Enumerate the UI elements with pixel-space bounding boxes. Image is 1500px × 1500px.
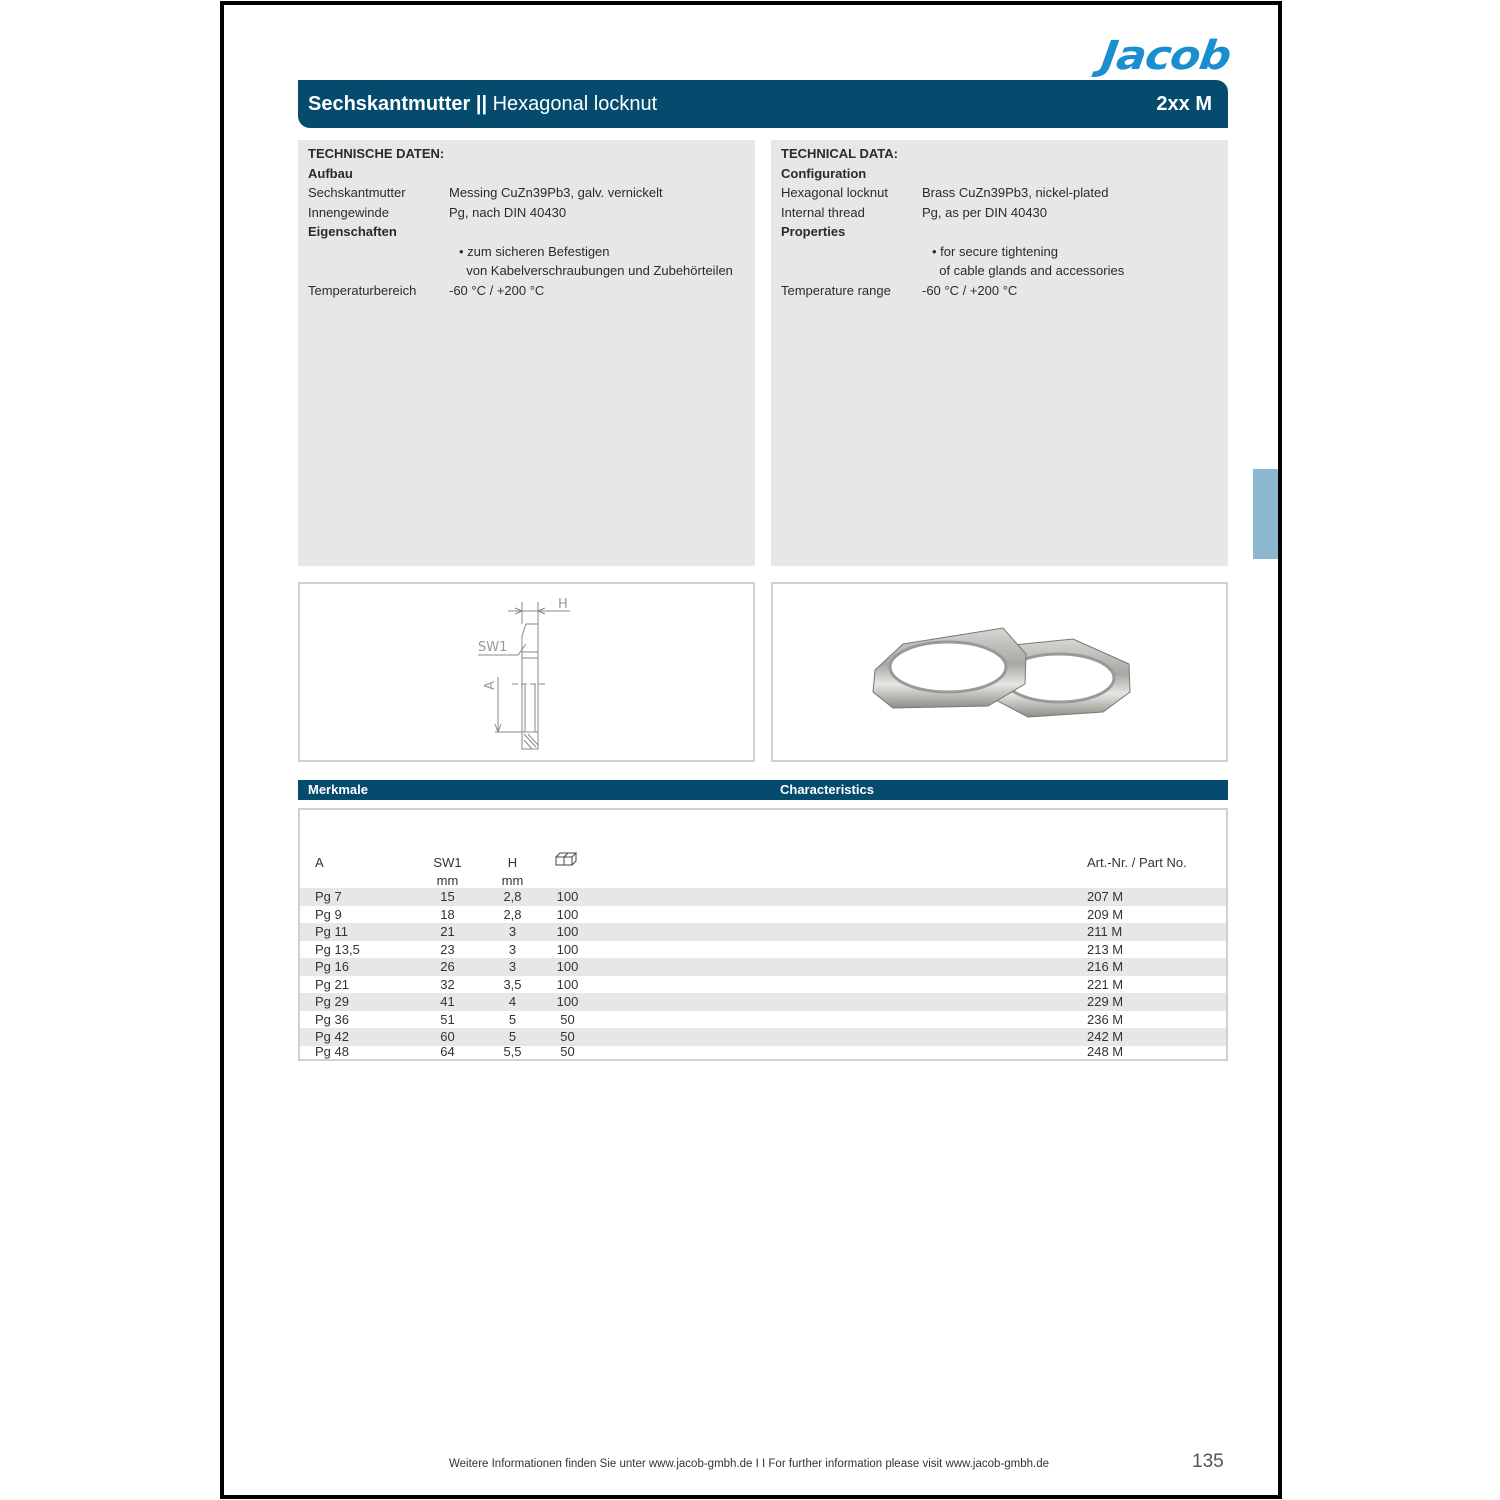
- cell-h: 3: [508, 924, 517, 939]
- cell-part-no: 216 M: [1087, 959, 1124, 974]
- cell-sw1: 41: [440, 994, 455, 1009]
- spec-row: [781, 183, 1218, 203]
- cell-part-no: 248 M: [1087, 1044, 1124, 1059]
- cell-a: Pg 21: [315, 976, 349, 992]
- spec-value: Messing CuZn39Pb3, galv. vernickelt: [449, 185, 663, 200]
- cell-part-no: 229 M: [1087, 994, 1124, 1009]
- cell-h: 2,8: [503, 889, 522, 904]
- cell-qty: 50: [560, 1011, 575, 1027]
- spec-row: [308, 183, 745, 203]
- section-properties: Properties: [781, 224, 846, 239]
- cell-sw1: 32: [440, 976, 455, 992]
- characteristics-label-en: Characteristics: [780, 782, 874, 797]
- locknut-photo: [773, 584, 1226, 760]
- cell-qty: 100: [556, 906, 579, 922]
- dim-label-sw1: SW1: [478, 640, 508, 655]
- table-row: [300, 923, 1226, 941]
- cell-a: Pg 36: [315, 1011, 349, 1027]
- spec-row: [781, 203, 1218, 223]
- dim-label-h: H: [558, 597, 568, 612]
- package-quantity-icon: [545, 852, 590, 869]
- title-separator: ||: [475, 92, 488, 115]
- table-row: [300, 976, 1226, 994]
- table-row: [300, 941, 1226, 959]
- title-en: Hexagonal locknut: [492, 92, 658, 115]
- product-photo-box: [771, 582, 1228, 762]
- cell-h: 5: [508, 1029, 517, 1044]
- unit-sw1: mm: [436, 873, 459, 888]
- page-number: 135: [1192, 1451, 1224, 1472]
- cell-qty: 100: [556, 994, 579, 1009]
- spec-key: Sechskantmutter: [308, 185, 406, 200]
- table-row: [300, 888, 1226, 906]
- cell-qty: 100: [556, 924, 579, 939]
- footer-info: Weitere Informationen finden Sie unter www.jacob-gmbh.de I I For further information please visit www.jacob-gmbh.de: [449, 1458, 1049, 1470]
- cell-h: 5,5: [503, 1044, 522, 1059]
- col-header-part-no: Art.-Nr. / Part No.: [1087, 855, 1187, 870]
- spec-row-temperature: [308, 281, 745, 301]
- cell-qty: 100: [556, 976, 579, 992]
- col-header-a: A: [315, 855, 324, 870]
- cell-sw1: 21: [440, 924, 455, 939]
- spec-key: Innengewinde: [308, 204, 389, 220]
- cell-sw1: 64: [440, 1044, 455, 1059]
- cell-qty: 100: [556, 941, 579, 957]
- cell-sw1: 18: [440, 906, 455, 922]
- col-header-h: H: [507, 855, 518, 870]
- title-de: Sechskantmutter: [308, 92, 471, 115]
- cell-sw1: 15: [440, 889, 455, 904]
- tech-data-panel-en: [771, 140, 1228, 566]
- cell-h: 4: [508, 994, 517, 1009]
- parts-table: [298, 808, 1228, 1061]
- cell-sw1: 26: [440, 959, 455, 974]
- spec-value: Brass CuZn39Pb3, nickel-plated: [922, 185, 1109, 200]
- cell-h: 2,8: [503, 906, 522, 922]
- cell-part-no: 236 M: [1087, 1011, 1124, 1027]
- property-bullet: • for secure tightening: [932, 243, 1058, 259]
- cell-part-no: 221 M: [1087, 976, 1124, 992]
- unit-h: mm: [501, 873, 524, 888]
- spec-key: Temperaturbereich: [308, 282, 417, 298]
- property-bullet: • zum sicheren Befestigen: [459, 243, 610, 259]
- cell-a: Pg 29: [315, 994, 349, 1009]
- cell-part-no: 211 M: [1087, 924, 1123, 939]
- technical-drawing-box: [298, 582, 755, 762]
- cell-part-no: 213 M: [1087, 941, 1124, 957]
- table-row: [300, 958, 1226, 976]
- cell-h: 3,5: [503, 976, 522, 992]
- spec-row: [308, 203, 745, 223]
- spec-key: Hexagonal locknut: [781, 185, 888, 200]
- cell-a: Pg 9: [315, 906, 342, 922]
- property-bullet-cont: of cable glands and accessories: [932, 263, 1125, 278]
- tech-heading-en: TECHNICAL DATA:: [781, 146, 898, 161]
- cell-a: Pg 42: [315, 1029, 349, 1044]
- table-row: [300, 1044, 1226, 1060]
- section-eigenschaften: Eigenschaften: [308, 224, 397, 239]
- product-code: 2xx M: [1156, 92, 1212, 115]
- cell-a: Pg 11: [315, 924, 349, 939]
- cell-sw1: 23: [440, 941, 455, 957]
- spec-key: Internal thread: [781, 204, 865, 220]
- cell-a: Pg 7: [315, 889, 342, 904]
- characteristics-bar: [298, 780, 1228, 800]
- characteristics-label-de: Merkmale: [308, 782, 368, 797]
- spec-value: -60 °C / +200 °C: [449, 282, 545, 298]
- cell-a: Pg 13,5: [315, 941, 360, 957]
- cell-a: Pg 48: [315, 1044, 349, 1059]
- section-aufbau: Aufbau: [308, 165, 353, 181]
- spec-key: Temperature range: [781, 282, 891, 298]
- cell-sw1: 51: [440, 1011, 455, 1027]
- spec-value: Pg, nach DIN 40430: [449, 204, 567, 220]
- title-bar: [298, 80, 1228, 128]
- table-row: [300, 993, 1226, 1011]
- dim-label-a: A: [483, 681, 498, 690]
- spec-value: -60 °C / +200 °C: [922, 282, 1018, 298]
- page-title: [308, 93, 657, 116]
- tech-data-panel-de: [298, 140, 755, 566]
- cell-h: 3: [508, 959, 517, 974]
- spec-value: Pg, as per DIN 40430: [922, 204, 1048, 220]
- table-row: [300, 906, 1226, 924]
- cell-part-no: 242 M: [1087, 1029, 1124, 1044]
- cell-qty: 50: [560, 1044, 575, 1059]
- cell-qty: 50: [560, 1029, 575, 1044]
- cell-sw1: 60: [440, 1029, 455, 1044]
- property-bullet-cont: von Kabelverschraubungen und Zubehörteilen: [459, 263, 733, 278]
- tech-heading-de: TECHNISCHE DATEN:: [308, 146, 445, 161]
- cell-qty: 100: [556, 959, 579, 974]
- jacob-logo: Jacob: [1098, 33, 1234, 79]
- cell-h: 5: [508, 1011, 517, 1027]
- technical-drawing: [300, 584, 753, 760]
- col-header-sw1: SW1: [433, 855, 462, 870]
- section-configuration: Configuration: [781, 165, 867, 181]
- chapter-side-tab[interactable]: [1253, 469, 1278, 559]
- cell-part-no: 209 M: [1087, 906, 1124, 922]
- table-row: [300, 1011, 1226, 1029]
- cell-h: 3: [508, 941, 517, 957]
- table-row: [300, 1028, 1226, 1046]
- cell-qty: 100: [556, 889, 579, 904]
- spec-row-temperature: [781, 281, 1218, 301]
- cell-a: Pg 16: [315, 959, 349, 974]
- cell-part-no: 207 M: [1087, 889, 1124, 904]
